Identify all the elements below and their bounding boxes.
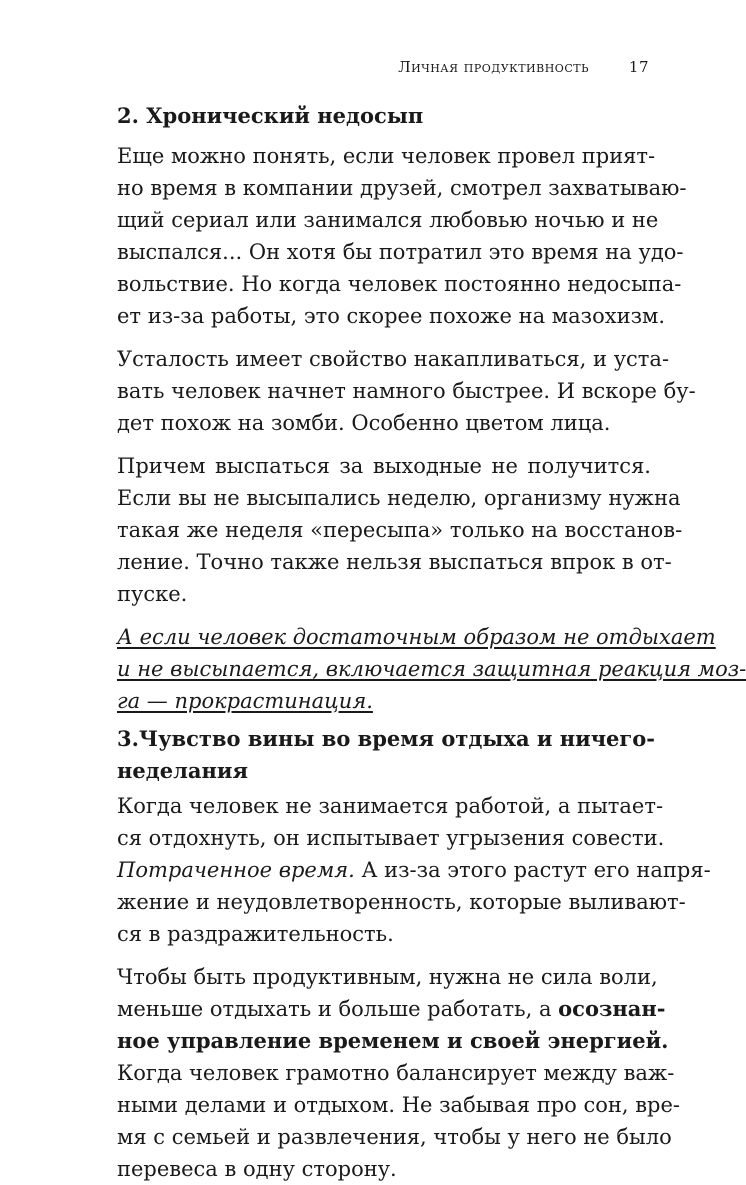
text-line: Причем выспаться за выходные не получится. — [117, 454, 651, 478]
text-line: Когда человек не занимается работой, а пытает- — [117, 794, 664, 818]
heading-line: 3.Чувство вины во время отдыха и ничего- — [117, 726, 656, 751]
italic-phrase: Потраченное время. — [117, 858, 355, 882]
text-line: дет похож на зомби. Особенно цветом лица. — [117, 411, 611, 435]
running-head — [117, 58, 651, 80]
text-line: Если вы не высыпались неделю, организму нужна — [117, 486, 681, 510]
text-run: меньше отдыхать и больше работать, а — [117, 997, 559, 1021]
text-line: но время в компании друзей, смотрел захватываю- — [117, 176, 687, 200]
text-line: перевеса в одну сторону. — [117, 1157, 397, 1181]
bold-line: ное управление временем и своей энергией. — [117, 1028, 669, 1053]
paragraph-s2-p4-underlined — [117, 621, 746, 717]
text-line: мя с семьей и развлечения, чтобы у него не было — [117, 1125, 672, 1149]
section-heading-3 — [117, 723, 656, 787]
text-line: Усталость имеет свойство накапливаться, и уста- — [117, 347, 670, 371]
text-line: жение и неудовлетворенность, которые выливают- — [117, 890, 686, 914]
text-run: А из-за этого растут его напря- — [354, 858, 711, 882]
text-line: ление. Точно также нельзя выспаться впрок в от- — [117, 550, 672, 574]
text-line: ными делами и отдыхом. Не забывая про сон, вре- — [117, 1093, 681, 1117]
text-line-mixed — [117, 854, 711, 886]
paragraph-s3-p1 — [117, 790, 711, 950]
text-line: вольствие. Но когда человек постоянно недосыпа- — [117, 272, 682, 296]
text-line: выспался... Он хотя бы потратил это время на удо- — [117, 240, 684, 264]
paragraph-s2-p2 — [117, 343, 696, 439]
text-line: пуске. — [117, 582, 188, 606]
page-body — [117, 100, 746, 1185]
text-line-mixed — [117, 993, 666, 1025]
underlined-line: А если человек достаточным образом не отдыхает — [117, 625, 716, 649]
paragraph-s2-p3 — [117, 450, 683, 610]
text-line: Еще можно понять, если человек провел прият- — [117, 144, 656, 168]
text-line: Чтобы быть продуктивным, нужна не сила воли, — [117, 965, 658, 989]
paragraph-s2-p1 — [117, 140, 687, 332]
section-heading-2: 2. Хронический недосып — [117, 103, 424, 128]
text-line: ся в раздражительность. — [117, 922, 394, 946]
text-line: щий сериал или занимался любовью ночью и не — [117, 208, 659, 232]
underlined-line: и не высыпается, включается защитная реакция моз- — [117, 657, 746, 681]
bold-phrase: осознан- — [558, 996, 666, 1021]
underlined-line: га — прокрастинация. — [117, 689, 373, 713]
text-line: ет из-за работы, это скорее похоже на мазохизм. — [117, 304, 666, 328]
text-line: ся отдохнуть, он испытывает угрызения совести. — [117, 826, 665, 850]
text-line: вать человек начнет намного быстрее. И вскоре бу- — [117, 379, 696, 403]
text-line: такая же неделя «пересыпа» только на восстанов- — [117, 518, 683, 542]
paragraph-s3-p2 — [117, 961, 681, 1185]
page-number: 17 — [628, 58, 649, 76]
text-line: Когда человек грамотно балансирует между важ- — [117, 1061, 675, 1085]
heading-line: неделания — [117, 758, 248, 783]
running-head-title: Личная продуктивность — [398, 58, 589, 76]
